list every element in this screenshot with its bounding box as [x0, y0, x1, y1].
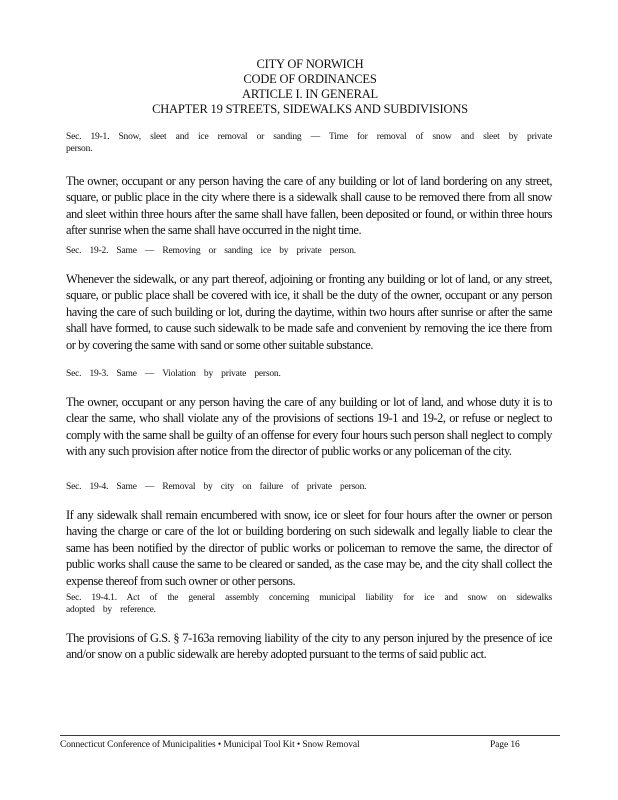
- title-article: ARTICLE I. IN GENERAL: [242, 87, 378, 101]
- footer-source: Connecticut Conference of Municipalities • Municipal Tool Kit • Snow Removal: [60, 740, 360, 750]
- section-heading: Sec. 19-2. Same — Removing or sanding ice by private person.: [66, 246, 356, 256]
- section-body: The owner, occupant or any person having the care of any building or lot of land, and whose duty it is to clear the same, who shall violate any of the provisions of sections 19-1 and 19-2, or refuse or neglect to comply with the same shall be guilty of an offense for every four hours such person shall neglect to comply with any such provision after notice from the director of public works or any policeman of the city.: [66, 395, 552, 459]
- title-city: CITY OF NORWICH: [256, 57, 364, 71]
- section-19-4-1: [66, 592, 552, 663]
- section-heading: Sec. 19-4.1. Act of the general assembly concerning municipal liability for ice and snow on sidewalks adopted by reference.: [66, 593, 552, 615]
- footer-divider: [60, 735, 560, 736]
- document-title: [60, 57, 560, 117]
- section-19-4: [66, 481, 552, 589]
- section-19-1: [66, 131, 552, 239]
- section-body: The provisions of G.S. § 7-163a removing liability of the city to any person injured by the presence of ice and/or snow on a public sidewalk are hereby adopted pursuant to the terms of said public act.: [66, 631, 552, 662]
- title-chapter: CHAPTER 19 STREETS, SIDEWALKS AND SUBDIVISIONS: [152, 102, 468, 116]
- section-body: The owner, occupant or any person having the care of any building or lot of land bordering on any street, square, or public place in the city where there is a sidewalk shall cause to be removed there from all snow and sleet within three hours after the same shall have fallen, been deposited or found, or within three hours after sunrise when the same shall have occurred in the night time.: [66, 174, 552, 238]
- section-19-3: [66, 368, 552, 460]
- section-heading: Sec. 19-4. Same — Removal by city on failure of private person.: [66, 482, 367, 492]
- section-19-2: [66, 245, 552, 353]
- section-body: Whenever the sidewalk, or any part thereof, adjoining or fronting any building or lot of land, or any street, square, or public place shall be covered with ice, it shall be the duty of the owner, occupant or any person having the care of such building or lot, during the daytime, within two hours after sunrise or after the same shall have formed, to cause such sidewalk to be made safe and convenient by removing the ice there from or by covering the same with sand or some other suitable substance.: [66, 272, 552, 352]
- title-code: CODE OF ORDINANCES: [243, 72, 377, 86]
- page-number: Page 16: [490, 740, 520, 750]
- section-body: If any sidewalk shall remain encumbered with snow, ice or sleet for four hours after the owner or person having the charge or care of the lot or building bordering on such sidewalk and legally liable to clear the same has been notified by the director of public works or policeman to remove the same, the director of public works shall cause the same to be cleared or sanded, as the case may be, and the city shall collect the expense thereof from such owner or other persons.: [66, 508, 552, 588]
- section-heading: Sec. 19-1. Snow, sleet and ice removal or sanding — Time for removal of snow and sleet by private person.: [66, 132, 552, 154]
- section-heading: Sec. 19-3. Same — Violation by private person.: [66, 369, 281, 379]
